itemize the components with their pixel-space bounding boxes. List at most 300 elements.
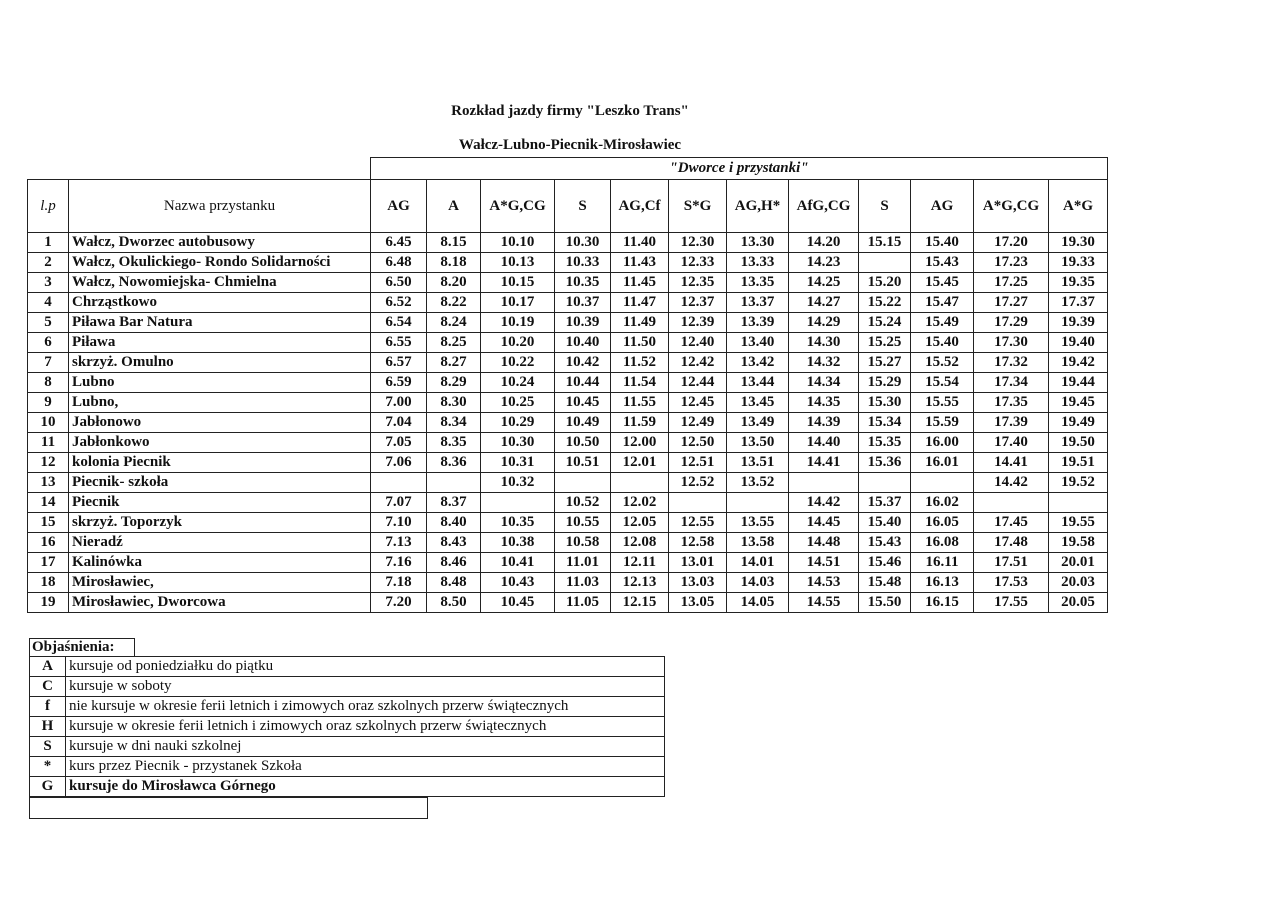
departure-time: 11.49 xyxy=(611,313,669,333)
departure-time: 14.01 xyxy=(727,553,789,573)
departure-time: 8.36 xyxy=(427,453,481,473)
departure-time: 12.39 xyxy=(669,313,727,333)
departure-time xyxy=(911,473,974,493)
departure-time: 11.55 xyxy=(611,393,669,413)
departure-time: 20.03 xyxy=(1049,573,1108,593)
departure-time: 7.10 xyxy=(371,513,427,533)
departure-time: 14.55 xyxy=(789,593,859,613)
departure-time: 10.31 xyxy=(481,453,555,473)
departure-time: 10.35 xyxy=(481,513,555,533)
legend-item xyxy=(30,697,665,717)
departure-time: 10.55 xyxy=(555,513,611,533)
departure-time: 15.40 xyxy=(911,333,974,353)
departure-time: 12.33 xyxy=(669,253,727,273)
row-number: 3 xyxy=(28,273,69,293)
row-number: 18 xyxy=(28,573,69,593)
departure-time: 16.08 xyxy=(911,533,974,553)
departure-time: 10.39 xyxy=(555,313,611,333)
legend-symbol: A xyxy=(30,657,66,677)
departure-time xyxy=(669,493,727,513)
departure-time: 15.45 xyxy=(911,273,974,293)
departure-time: 13.33 xyxy=(727,253,789,273)
departure-time: 10.24 xyxy=(481,373,555,393)
departure-time: 8.29 xyxy=(427,373,481,393)
departure-time: 15.25 xyxy=(859,333,911,353)
departure-time: 17.32 xyxy=(974,353,1049,373)
departure-time: 19.49 xyxy=(1049,413,1108,433)
departure-time: 8.22 xyxy=(427,293,481,313)
row-number: 15 xyxy=(28,513,69,533)
departure-time: 16.01 xyxy=(911,453,974,473)
legend-item xyxy=(30,657,665,677)
departure-time: 12.08 xyxy=(611,533,669,553)
table-row xyxy=(28,313,1108,333)
departure-time: 15.50 xyxy=(859,593,911,613)
departure-time xyxy=(727,493,789,513)
departure-time: 13.40 xyxy=(727,333,789,353)
departure-time: 11.01 xyxy=(555,553,611,573)
table-row xyxy=(28,533,1108,553)
departure-time: 13.49 xyxy=(727,413,789,433)
departure-time: 17.29 xyxy=(974,313,1049,333)
departure-time: 12.58 xyxy=(669,533,727,553)
departure-time: 11.54 xyxy=(611,373,669,393)
departure-time: 14.27 xyxy=(789,293,859,313)
table-row xyxy=(28,293,1108,313)
legend-description: kursuje od poniedziałku do piątku xyxy=(66,657,665,677)
departure-time: 13.39 xyxy=(727,313,789,333)
departure-time: 14.23 xyxy=(789,253,859,273)
departure-time: 15.40 xyxy=(911,233,974,253)
departure-time: 10.29 xyxy=(481,413,555,433)
departure-time: 8.20 xyxy=(427,273,481,293)
departure-time: 10.41 xyxy=(481,553,555,573)
stop-name: Jabłonowo xyxy=(69,413,371,433)
departure-time: 13.05 xyxy=(669,593,727,613)
departure-time xyxy=(1049,493,1108,513)
table-row xyxy=(28,373,1108,393)
row-number: 4 xyxy=(28,293,69,313)
departure-time: 16.13 xyxy=(911,573,974,593)
departure-time: 10.35 xyxy=(555,273,611,293)
departure-time xyxy=(371,473,427,493)
row-number: 8 xyxy=(28,373,69,393)
departure-time: 8.40 xyxy=(427,513,481,533)
timetable xyxy=(27,179,1108,613)
legend-item xyxy=(30,757,665,777)
departure-time: 17.39 xyxy=(974,413,1049,433)
row-number: 17 xyxy=(28,553,69,573)
legend-item xyxy=(30,717,665,737)
col-code-header: AG,H* xyxy=(727,180,789,233)
departure-time xyxy=(611,473,669,493)
legend-description: kursuje w okresie ferii letnich i zimowych oraz szkolnych przerw świątecznych xyxy=(66,717,665,737)
col-code-header: S xyxy=(555,180,611,233)
legend-symbol: C xyxy=(30,677,66,697)
departure-time: 19.52 xyxy=(1049,473,1108,493)
timetable-body xyxy=(28,233,1108,613)
col-code-header: AG xyxy=(911,180,974,233)
departure-time: 16.15 xyxy=(911,593,974,613)
departure-time: 19.35 xyxy=(1049,273,1108,293)
stop-name: Mirosławiec, Dworcowa xyxy=(69,593,371,613)
departure-time: 14.53 xyxy=(789,573,859,593)
departure-time: 13.37 xyxy=(727,293,789,313)
stop-name: Piecnik- szkoła xyxy=(69,473,371,493)
row-number: 1 xyxy=(28,233,69,253)
departure-time: 14.51 xyxy=(789,553,859,573)
departure-time: 10.58 xyxy=(555,533,611,553)
stop-name: Lubno xyxy=(69,373,371,393)
departure-time: 10.38 xyxy=(481,533,555,553)
row-number: 13 xyxy=(28,473,69,493)
departure-time: 8.27 xyxy=(427,353,481,373)
departure-time: 15.54 xyxy=(911,373,974,393)
departure-time: 15.34 xyxy=(859,413,911,433)
row-number: 10 xyxy=(28,413,69,433)
legend-symbol: * xyxy=(30,757,66,777)
table-row xyxy=(28,273,1108,293)
departure-time: 15.47 xyxy=(911,293,974,313)
departure-time: 16.00 xyxy=(911,433,974,453)
departure-time: 12.13 xyxy=(611,573,669,593)
departure-time: 13.45 xyxy=(727,393,789,413)
row-number: 9 xyxy=(28,393,69,413)
departure-time: 14.42 xyxy=(789,493,859,513)
stop-name: Kalinówka xyxy=(69,553,371,573)
departure-time: 12.11 xyxy=(611,553,669,573)
departure-time: 14.34 xyxy=(789,373,859,393)
departure-time: 14.20 xyxy=(789,233,859,253)
departure-time: 7.16 xyxy=(371,553,427,573)
departure-time: 17.27 xyxy=(974,293,1049,313)
departure-time: 17.34 xyxy=(974,373,1049,393)
departure-time: 7.06 xyxy=(371,453,427,473)
departure-time: 10.49 xyxy=(555,413,611,433)
stop-name: Lubno, xyxy=(69,393,371,413)
legend-description: kursuje w soboty xyxy=(66,677,665,697)
departure-time: 12.52 xyxy=(669,473,727,493)
departure-time: 19.33 xyxy=(1049,253,1108,273)
departure-time: 10.45 xyxy=(555,393,611,413)
legend-description: nie kursuje w okresie ferii letnich i zimowych oraz szkolnych przerw świątecznych xyxy=(66,697,665,717)
departure-time: 14.48 xyxy=(789,533,859,553)
departure-time: 19.40 xyxy=(1049,333,1108,353)
row-number: 2 xyxy=(28,253,69,273)
col-code-header: S*G xyxy=(669,180,727,233)
col-code-header: A*G,CG xyxy=(481,180,555,233)
col-code-header: S xyxy=(859,180,911,233)
stop-name: Nieradź xyxy=(69,533,371,553)
departure-time: 10.45 xyxy=(481,593,555,613)
departure-time xyxy=(859,473,911,493)
departure-time: 17.48 xyxy=(974,533,1049,553)
departure-time: 16.05 xyxy=(911,513,974,533)
departure-time: 13.55 xyxy=(727,513,789,533)
departure-time: 7.07 xyxy=(371,493,427,513)
departure-time: 17.51 xyxy=(974,553,1049,573)
departure-time: 10.22 xyxy=(481,353,555,373)
departure-time: 17.23 xyxy=(974,253,1049,273)
legend-footer-box xyxy=(29,797,428,819)
departure-time: 19.50 xyxy=(1049,433,1108,453)
departure-time: 10.32 xyxy=(481,473,555,493)
departure-time: 11.03 xyxy=(555,573,611,593)
departure-time: 19.39 xyxy=(1049,313,1108,333)
departure-time: 8.46 xyxy=(427,553,481,573)
departure-time: 13.50 xyxy=(727,433,789,453)
departure-time: 10.30 xyxy=(481,433,555,453)
departure-time xyxy=(859,253,911,273)
departure-time: 10.40 xyxy=(555,333,611,353)
departure-time: 12.01 xyxy=(611,453,669,473)
row-number: 14 xyxy=(28,493,69,513)
departure-time: 19.30 xyxy=(1049,233,1108,253)
departure-time: 10.44 xyxy=(555,373,611,393)
departure-time: 17.20 xyxy=(974,233,1049,253)
departure-time: 8.37 xyxy=(427,493,481,513)
departure-time: 10.51 xyxy=(555,453,611,473)
departure-time: 13.35 xyxy=(727,273,789,293)
departure-time: 12.37 xyxy=(669,293,727,313)
departure-time: 14.05 xyxy=(727,593,789,613)
departure-time: 14.42 xyxy=(974,473,1049,493)
table-row xyxy=(28,453,1108,473)
departure-time: 10.42 xyxy=(555,353,611,373)
stop-name: skrzyż. Omulno xyxy=(69,353,371,373)
departure-time: 8.18 xyxy=(427,253,481,273)
table-row xyxy=(28,553,1108,573)
table-row xyxy=(28,493,1108,513)
departure-time: 15.24 xyxy=(859,313,911,333)
departure-time: 10.30 xyxy=(555,233,611,253)
departure-time: 15.27 xyxy=(859,353,911,373)
departure-time: 13.30 xyxy=(727,233,789,253)
col-name-header: Nazwa przystanku xyxy=(69,180,371,233)
departure-time: 17.30 xyxy=(974,333,1049,353)
departure-time: 10.15 xyxy=(481,273,555,293)
departure-time: 10.43 xyxy=(481,573,555,593)
departure-time: 7.13 xyxy=(371,533,427,553)
departure-time: 10.17 xyxy=(481,293,555,313)
departure-time: 14.39 xyxy=(789,413,859,433)
departure-time: 15.43 xyxy=(859,533,911,553)
table-row xyxy=(28,593,1108,613)
departure-time: 14.41 xyxy=(789,453,859,473)
departure-time: 14.41 xyxy=(974,453,1049,473)
departure-time: 15.59 xyxy=(911,413,974,433)
table-row xyxy=(28,573,1108,593)
departure-time: 13.42 xyxy=(727,353,789,373)
table-row xyxy=(28,333,1108,353)
departure-time: 12.50 xyxy=(669,433,727,453)
departure-time: 15.55 xyxy=(911,393,974,413)
stop-name: Mirosławiec, xyxy=(69,573,371,593)
departure-time: 12.55 xyxy=(669,513,727,533)
departure-time: 11.05 xyxy=(555,593,611,613)
departure-time: 7.04 xyxy=(371,413,427,433)
departure-time: 17.25 xyxy=(974,273,1049,293)
departure-time: 15.49 xyxy=(911,313,974,333)
departure-time: 14.35 xyxy=(789,393,859,413)
departure-time: 13.58 xyxy=(727,533,789,553)
departure-time: 12.42 xyxy=(669,353,727,373)
departure-time: 11.52 xyxy=(611,353,669,373)
departure-time xyxy=(555,473,611,493)
stop-name: Jabłonkowo xyxy=(69,433,371,453)
row-number: 12 xyxy=(28,453,69,473)
departure-time: 14.03 xyxy=(727,573,789,593)
departure-time: 12.02 xyxy=(611,493,669,513)
departure-time xyxy=(974,493,1049,513)
legend-symbol: f xyxy=(30,697,66,717)
legend-table xyxy=(29,639,665,797)
departure-time: 19.58 xyxy=(1049,533,1108,553)
departure-time: 15.36 xyxy=(859,453,911,473)
group-header: "Dworce i przystanki" xyxy=(370,157,1108,179)
departure-time: 12.35 xyxy=(669,273,727,293)
departure-time: 7.20 xyxy=(371,593,427,613)
departure-time: 8.24 xyxy=(427,313,481,333)
departure-time: 12.49 xyxy=(669,413,727,433)
header-row xyxy=(28,180,1108,233)
stop-name: skrzyż. Toporzyk xyxy=(69,513,371,533)
table-row xyxy=(28,253,1108,273)
departure-time: 13.03 xyxy=(669,573,727,593)
departure-time: 15.35 xyxy=(859,433,911,453)
col-code-header: A*G,CG xyxy=(974,180,1049,233)
departure-time: 20.01 xyxy=(1049,553,1108,573)
row-number: 7 xyxy=(28,353,69,373)
departure-time: 16.11 xyxy=(911,553,974,573)
departure-time: 15.46 xyxy=(859,553,911,573)
departure-time: 8.34 xyxy=(427,413,481,433)
departure-time: 6.57 xyxy=(371,353,427,373)
departure-time: 7.00 xyxy=(371,393,427,413)
departure-time xyxy=(481,493,555,513)
departure-time: 6.45 xyxy=(371,233,427,253)
row-number: 16 xyxy=(28,533,69,553)
legend-symbol: G xyxy=(30,777,66,797)
departure-time: 15.22 xyxy=(859,293,911,313)
departure-time: 19.51 xyxy=(1049,453,1108,473)
col-code-header: A xyxy=(427,180,481,233)
departure-time: 8.50 xyxy=(427,593,481,613)
departure-time: 7.05 xyxy=(371,433,427,453)
departure-time: 10.19 xyxy=(481,313,555,333)
stop-name: Wałcz, Okulickiego- Rondo Solidarności xyxy=(69,253,371,273)
departure-time: 13.44 xyxy=(727,373,789,393)
departure-time: 10.52 xyxy=(555,493,611,513)
table-row xyxy=(28,233,1108,253)
col-code-header: AG,Cf xyxy=(611,180,669,233)
page-title: Rozkład jazdy firmy "Leszko Trans" xyxy=(451,103,689,119)
stop-name: Chrząstkowo xyxy=(69,293,371,313)
stop-name: Wałcz, Nowomiejska- Chmielna xyxy=(69,273,371,293)
departure-time: 6.48 xyxy=(371,253,427,273)
departure-time: 14.45 xyxy=(789,513,859,533)
departure-time: 10.33 xyxy=(555,253,611,273)
departure-time: 8.43 xyxy=(427,533,481,553)
departure-time: 14.40 xyxy=(789,433,859,453)
legend-item xyxy=(30,677,665,697)
departure-time: 19.44 xyxy=(1049,373,1108,393)
departure-time: 13.51 xyxy=(727,453,789,473)
departure-time: 12.51 xyxy=(669,453,727,473)
stop-name: Piława Bar Natura xyxy=(69,313,371,333)
departure-time: 10.13 xyxy=(481,253,555,273)
departure-time: 19.55 xyxy=(1049,513,1108,533)
legend-item xyxy=(30,737,665,757)
departure-time: 12.45 xyxy=(669,393,727,413)
departure-time: 15.15 xyxy=(859,233,911,253)
route-title: Wałcz-Lubno-Piecnik-Mirosławiec xyxy=(458,137,682,153)
departure-time: 19.42 xyxy=(1049,353,1108,373)
departure-time: 11.47 xyxy=(611,293,669,313)
departure-time: 13.52 xyxy=(727,473,789,493)
legend-description: kursuje w dni nauki szkolnej xyxy=(66,737,665,757)
stop-name: Piława xyxy=(69,333,371,353)
departure-time: 15.48 xyxy=(859,573,911,593)
col-lp-header: l.p xyxy=(28,180,69,233)
departure-time: 15.37 xyxy=(859,493,911,513)
row-number: 6 xyxy=(28,333,69,353)
departure-time: 17.35 xyxy=(974,393,1049,413)
departure-time xyxy=(427,473,481,493)
departure-time: 12.15 xyxy=(611,593,669,613)
departure-time: 16.02 xyxy=(911,493,974,513)
col-code-header: A*G xyxy=(1049,180,1108,233)
table-row xyxy=(28,473,1108,493)
departure-time: 10.20 xyxy=(481,333,555,353)
table-row xyxy=(28,393,1108,413)
departure-time: 11.40 xyxy=(611,233,669,253)
departure-time: 17.55 xyxy=(974,593,1049,613)
departure-time: 6.50 xyxy=(371,273,427,293)
table-row xyxy=(28,513,1108,533)
departure-time: 6.54 xyxy=(371,313,427,333)
departure-time: 14.25 xyxy=(789,273,859,293)
departure-time: 15.29 xyxy=(859,373,911,393)
departure-time: 10.37 xyxy=(555,293,611,313)
legend-symbol: H xyxy=(30,717,66,737)
row-number: 11 xyxy=(28,433,69,453)
departure-time: 8.15 xyxy=(427,233,481,253)
departure-time: 12.05 xyxy=(611,513,669,533)
departure-time: 12.44 xyxy=(669,373,727,393)
departure-time: 11.43 xyxy=(611,253,669,273)
departure-time: 13.01 xyxy=(669,553,727,573)
stop-name: Piecnik xyxy=(69,493,371,513)
departure-time: 15.52 xyxy=(911,353,974,373)
departure-time: 15.43 xyxy=(911,253,974,273)
departure-time: 11.45 xyxy=(611,273,669,293)
departure-time: 20.05 xyxy=(1049,593,1108,613)
departure-time: 11.59 xyxy=(611,413,669,433)
departure-time: 10.10 xyxy=(481,233,555,253)
departure-time: 14.30 xyxy=(789,333,859,353)
legend-symbol: S xyxy=(30,737,66,757)
legend-item xyxy=(30,777,665,797)
departure-time: 17.37 xyxy=(1049,293,1108,313)
departure-time: 17.45 xyxy=(974,513,1049,533)
departure-time: 10.25 xyxy=(481,393,555,413)
departure-time xyxy=(789,473,859,493)
legend-title: Objaśnienia: xyxy=(29,638,135,657)
row-number: 19 xyxy=(28,593,69,613)
legend-description: kursuje do Mirosławca Górnego xyxy=(66,777,665,797)
stop-name: kolonia Piecnik xyxy=(69,453,371,473)
